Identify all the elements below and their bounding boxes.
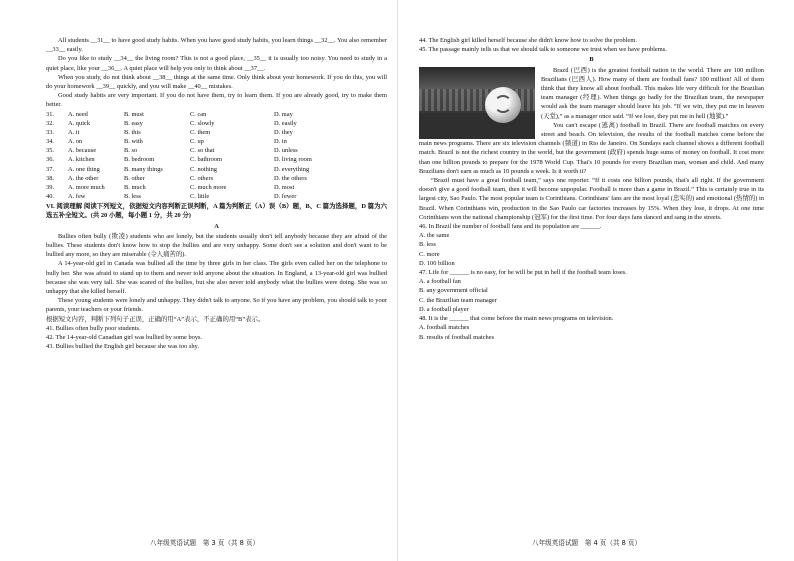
question-44: 44. The English girl killed herself because she didn't know how to solve the problem. xyxy=(419,37,637,44)
right-page xyxy=(397,0,794,561)
stadium-field xyxy=(419,113,535,139)
question-41: 41. Bullies often bully poor students. xyxy=(46,324,141,332)
choice-option: A. few xyxy=(68,193,86,201)
choice-row xyxy=(46,110,387,119)
section-heading: VI. 阅读理解 阅读下列短文，依据短文内容判断正误判断，A 篇为判断正（A）误（B）题，B、C 篇为选择题，D 篇为六选五补全短文。(共 20 小题，每小题 1 分，共 20 分) xyxy=(46,203,387,220)
question-45: 45. The passage mainly tells us that we should talk to someone we trust when we have problems. xyxy=(419,46,667,54)
choice-option: C. slowly xyxy=(190,119,215,127)
choice-option: A. on xyxy=(68,138,83,146)
question-option: A. the same xyxy=(419,232,450,240)
choice-option: D. easily xyxy=(274,119,297,127)
choice-option: B. bedroom xyxy=(124,156,155,164)
choice-option: B. this xyxy=(124,128,141,136)
choice-row xyxy=(46,165,387,174)
passage-label: A xyxy=(214,222,219,230)
judge-instruction: 根据短文内容，判断下列句子正误，正确的用“A”表示，不正确的用“B”表示。 xyxy=(46,315,265,323)
choice-option: C. bathroom xyxy=(190,156,222,164)
choice-option: A. one thing xyxy=(68,165,100,173)
choice-option: D. living room xyxy=(274,156,312,164)
question-42: 42. The 14-year-old Canadian girl was bullied by some boys. xyxy=(46,334,203,342)
question-option: B. any government official xyxy=(419,287,488,295)
cloze-paragraph: Good study habits are very important. If you do not have them, try to learn them. If you are already good, try to make them better. xyxy=(46,92,387,109)
cloze-choices-table xyxy=(46,110,387,202)
choice-option: A. need xyxy=(68,110,88,118)
question-number: 37. xyxy=(46,165,54,173)
choice-option: A. quick xyxy=(68,119,91,127)
choice-option: D. they xyxy=(274,128,293,136)
passage-b-paragraph: You can't escape (逃离) football in Brazil. There are football matches on every street and beach. On television, the results of the football matches come before the main news programs. There are six television channels (频道) in Rio de Janeiro. On Sundays each channel shows a different football match. Brazil is not the richest country in the world, but the government (政府) spends huge sums of money on football. It cost more than one billion pounds to prepare for the 1978 World Cup. That's 10 pounds for every Brazilian man, woman and child. And many Brazilians don't earn as much as 10 pounds a week. Is it worth it? xyxy=(419,121,764,175)
choice-option: C. nothing xyxy=(190,165,217,173)
choice-option: C. much more xyxy=(190,183,227,191)
passage-a-paragraph: Bullies often bully (欺凌) students who are lonely, but the students usually don't tell anybody because they are afraid of the bullies. These students don't know how to stop the bullies and are very unhappy. Some don't see a solution and don't want to be bullied any more, so they are miserable (令人痛苦的). xyxy=(46,232,387,259)
cloze-paragraph: When you study, do not think about __38__ things at the same time. Only think about your homework. If you do this, you will do your homework __39__ quickly, and you will make __40__ mistakes. xyxy=(46,73,387,91)
choice-row xyxy=(46,146,387,155)
choice-option: B. must xyxy=(124,110,144,118)
choice-option: B. much xyxy=(124,183,146,191)
question-number: 38. xyxy=(46,174,54,182)
question-number: 34. xyxy=(46,138,54,146)
cloze-passage xyxy=(46,36,387,110)
choice-option: D. in xyxy=(274,138,287,146)
page-footer: 八年级英语试题 第 3 页（共 8 页） xyxy=(150,539,260,547)
passage-b-paragraph: Brazil (巴西) is the greatest football nation in the world. There are 100 million Brazilians (巴西人). How many of them are football fans? 100 million! All of them think that they know all about football. This makes life very difficult for the Brazilian team manager (经理). When things go badly for the Brazilian team, the newspaper would ask the team manager should leave his job. “If we win, they put me in heaven (天堂),” as a manager once said. “If we lose, they put me in hell (地狱).” xyxy=(541,66,764,120)
question-option: D. a football player xyxy=(419,305,469,313)
choice-row xyxy=(46,128,387,137)
football-stadium-photo xyxy=(419,67,535,139)
passage-b-questions xyxy=(419,222,764,342)
question-number: 36. xyxy=(46,156,54,164)
choice-option: C. so that xyxy=(190,147,215,155)
cloze-paragraph: All students __31__ to have good study habits. When you have good study habits, you learn things __32__. You also remember __33__ easily. xyxy=(46,37,387,54)
choice-option: C. others xyxy=(190,174,214,182)
passage-label: B xyxy=(589,56,594,64)
question-option: C. the Brazilian team manager xyxy=(419,296,497,304)
choice-option: B. so xyxy=(124,147,138,155)
cloze-paragraph: Do you like to study __34__ the living room? This is not a good place, __35__ it is usually too noisy. You need to study in a quiet place, like your __36__. A quiet place will help you only to think about __37__. xyxy=(46,55,387,72)
question-43: 43. Bullies bullied the English girl because she was too shy. xyxy=(46,343,199,351)
question-stem: 48. It is the ______ that come before the main news programs on television. xyxy=(419,315,614,323)
choice-option: C. up xyxy=(190,138,204,146)
question-number: 39. xyxy=(46,183,54,191)
question-option: B. results of football matches xyxy=(419,333,495,341)
choice-row xyxy=(46,155,387,164)
choice-option: A. because xyxy=(68,147,97,155)
choice-option: A. more much xyxy=(68,183,105,191)
question-option: A. football matches xyxy=(419,324,470,332)
choice-row xyxy=(46,183,387,192)
choice-option: D. may xyxy=(274,110,293,118)
choice-row xyxy=(46,192,387,201)
question-stem: 46. In Brazil the number of football fans and its population are ______. xyxy=(419,223,602,231)
choice-option: D. everything xyxy=(274,165,310,173)
question-stem: 47. Life for ______ is no easy, for he will be put in hell if the football team loses. xyxy=(419,269,627,277)
choice-option: C. can xyxy=(190,110,207,118)
choice-option: B. many things xyxy=(124,165,163,173)
choice-option: B. easy xyxy=(124,119,143,127)
choice-option: D. most xyxy=(274,183,295,191)
question-option: B. less xyxy=(419,241,437,249)
question-number: 32. xyxy=(46,119,54,127)
choice-option: A. kitchen xyxy=(68,156,95,164)
question-option: A. a football fan xyxy=(419,278,461,286)
passage-a-paragraph: A 14-year-old girl in Canada was bullied all the time by three girls in her class. The girls even called her on the telephone to bully her. She was afraid to stand up to them and never told anyone about the situation. In England, a 13-year-old girl was bullied because she was very tall. She was scared of the bullies, but she also never told anybody what the bullies were doing. She was so unhappy that she killed herself. xyxy=(46,260,387,296)
choice-option: D. fewer xyxy=(274,193,297,201)
choice-option: B. with xyxy=(124,138,143,146)
question-number: 31. xyxy=(46,110,54,118)
passage-a-paragraph: These young students were lonely and unhappy. They didn't talk to anyone. So if you have any problem, you should talk to your parents, your teachers or your friends. xyxy=(46,297,387,314)
choice-option: C. little xyxy=(190,193,210,201)
choice-option: D. unless xyxy=(274,147,298,155)
choice-row xyxy=(46,174,387,183)
question-number: 35. xyxy=(46,147,54,155)
choice-option: B. less xyxy=(124,193,142,201)
choice-option: D. the others xyxy=(274,174,307,182)
football-icon xyxy=(485,87,521,123)
page-footer: 八年级英语试题 第 4 页（共 8 页） xyxy=(532,539,642,547)
passage-b-paragraph: “Brazil must have a great football team,” says one reporter. “If it costs one billion pounds, that's all right. If the government doesn't give a good football team, then it will become unpopular. Football is more than a game in Brazil.” This is certainly true in its largest city, Sao Paulo. The most popular team is Corinthians. Corinthians' fans are the most loyal (忠实的) and emotional (热情的) in Brazil. When Corinthians win, production in the Sao Paulo car factories increases by 15%. When they lose, it drops. At one time Corinthians won the national championship (冠军) for the first time. For four days fans danced and sang in the streets. xyxy=(419,177,764,221)
choice-option: B. other xyxy=(124,174,145,182)
question-number: 40. xyxy=(46,193,54,201)
choice-row xyxy=(46,137,387,146)
question-option: C. more xyxy=(419,250,440,258)
choice-row xyxy=(46,119,387,128)
question-option: D. 100 billion xyxy=(419,259,455,267)
choice-option: C. them xyxy=(190,128,211,136)
question-number: 33. xyxy=(46,128,54,136)
choice-option: A. it xyxy=(68,128,80,136)
choice-option: A. the other xyxy=(68,174,99,182)
